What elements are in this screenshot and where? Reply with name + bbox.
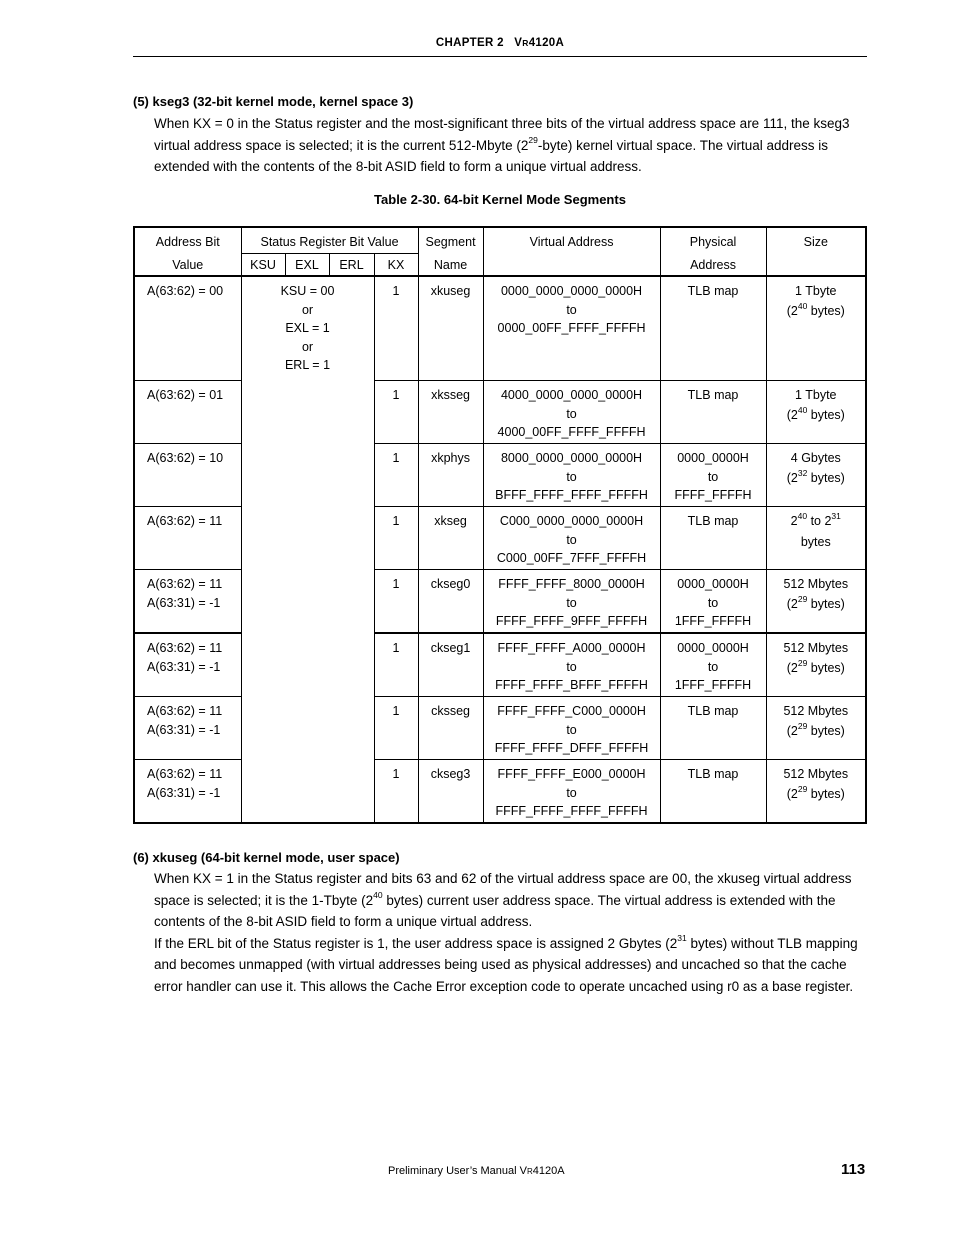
cell-line: KSU = 00: [280, 284, 335, 298]
section-6-paragraph: When KX = 1 in the Status register and bits 63 and 62 of the virtual address space are 00, the xkuseg virtual address space is selected; it is the 1-Tbyte ($2^{40}$ bytes) current user address space. The virtual address is extended with the contents of the 8-bit ASID field to form a unique virtual address. If the ERL bit of the Status register is 1, the user address space is assigned 2 Gbytes ($2^{31}$ bytes) without TLB mapping and becomes unmapped (with virtual addresses being used as physical addresses) and uncached so that the cache error handler can use it. This allows the Cache Error exception code to operate uncached using r0 as a base register.: [154, 871, 858, 994]
virtual-address-cell: [483, 570, 660, 634]
cell-line: TLB map: [687, 514, 739, 528]
table-row: [134, 276, 866, 381]
cell-line: FFFF_FFFF_9FFF_FFFFH: [495, 614, 648, 629]
section-5-paragraph: When KX = 0 in the Status register and the most-significant three bits of the virtual address space are 111, the kseg3 virtual address space is selected; it is the current 512-Mbyte $(2^{29}-byte)$ kernel virtual space. The virtual address is extended with the contents of the 8-bit ASID field to form a unique virtual address.: [154, 116, 850, 174]
size-line: ($2^{29}$ bytes): [786, 593, 845, 611]
virtual-address-cell: [483, 697, 660, 760]
physical-address-cell: [660, 697, 766, 760]
cell-line: FFFF_FFFF_DFFF_FFFFH: [494, 741, 649, 756]
cell-line: TLB map: [687, 767, 739, 781]
cell-line: to: [566, 406, 577, 421]
size-line: 1 Tbyte: [795, 388, 837, 402]
cell-line: C000_0000_0000_0000H: [499, 514, 644, 528]
cell-line: C000_00FF_7FFF_FFFFH: [496, 551, 647, 566]
col-address-bit-2: Value: [134, 254, 241, 277]
virtual-address-cell: [483, 760, 660, 824]
cell-line: to: [566, 532, 577, 547]
cell-line: to: [566, 659, 577, 674]
cell-line: 1FFF_FFFFH: [674, 678, 752, 693]
cell-line: BFFF_FFFF_FFFF_FFFFH: [495, 488, 648, 503]
cell-line: to: [566, 469, 577, 484]
address-bit-cell: [134, 570, 241, 634]
cell-line: A(63:62) = 11: [147, 514, 223, 528]
page-number: 113: [841, 1161, 866, 1178]
col-erl: ERL: [329, 254, 374, 277]
cell-line: 0000_0000_0000_0000H: [500, 284, 643, 298]
col-exl: EXL: [285, 254, 329, 277]
address-bit-cell: [134, 444, 241, 507]
cell-line: A(63:62) = 10: [147, 451, 224, 465]
address-bit-cell: [134, 507, 241, 570]
physical-address-cell: [660, 444, 766, 507]
chapter-label: CHAPTER 2: [435, 37, 504, 49]
cell-line: A(63:62) = 11: [147, 767, 223, 781]
cell-line: or: [301, 302, 314, 317]
size-line: ($2^{32}$ bytes): [786, 467, 845, 485]
physical-address-cell: [660, 633, 766, 697]
cell-line: FFFF_FFFF_E000_0000H: [497, 767, 646, 781]
size-line: ($2^{40}$ bytes): [786, 404, 845, 422]
size-line: 512 Mbytes: [783, 704, 849, 718]
col-kx: KX: [374, 254, 418, 277]
header-divider: [133, 56, 867, 57]
physical-address-cell: [660, 570, 766, 634]
segment-name-cell: ckseg0: [418, 570, 483, 634]
size-line: $2^{40}$ to $2^{31}$: [790, 511, 841, 528]
cell-line: FFFF_FFFF_C000_0000H: [497, 704, 646, 718]
size-cell: [766, 276, 866, 381]
size-cell: [766, 633, 866, 697]
cell-line: EXL = 1: [285, 321, 330, 336]
virtual-address-cell: [483, 444, 660, 507]
cell-line: FFFF_FFFF_BFFF_FFFFH: [495, 678, 648, 693]
cell-line: A(63:62) = 11: [147, 704, 223, 718]
physical-address-cell: [660, 381, 766, 444]
cell-line: to: [707, 469, 719, 484]
size-line: 512 Mbytes: [783, 577, 849, 591]
segment-name-cell: ckseg1: [418, 633, 483, 697]
size-cell: [766, 444, 866, 507]
cell-line: FFFF_FFFF_8000_0000H: [498, 577, 645, 591]
col-segment: Segment: [418, 227, 483, 254]
cell-line: 8000_0000_0000_0000H: [500, 451, 643, 465]
col-status-register: Status Register Bit Value: [241, 227, 418, 254]
cell-line: to: [566, 595, 577, 610]
size-line: bytes: [800, 534, 831, 549]
cell-line: 4000_00FF_FFFF_FFFFH: [497, 425, 646, 440]
cell-line: to: [566, 722, 577, 737]
col-size: Size: [766, 227, 866, 254]
cell-line: 4000_0000_0000_0000H: [500, 388, 643, 402]
size-line: 4 Gbytes: [790, 451, 841, 465]
size-line: ($2^{29}$ bytes): [786, 720, 845, 738]
size-cell: [766, 570, 866, 634]
page-header: [133, 37, 867, 49]
segment-name-cell: xkuseg: [418, 276, 483, 381]
address-bit-cell: [134, 697, 241, 760]
cell-line: 0000_0000H: [677, 451, 749, 465]
cell-line: A(63:62) = 01: [147, 388, 224, 402]
col-physical: Physical: [660, 227, 766, 254]
chip-name: VR4120A: [514, 37, 565, 49]
segment-name-cell: xkphys: [418, 444, 483, 507]
kx-cell: 1: [374, 633, 418, 697]
cell-line: TLB map: [687, 284, 739, 298]
col-virtual-address-2: [483, 254, 660, 277]
cell-line: A(63:31) = -1: [147, 659, 221, 674]
physical-address-cell: [660, 760, 766, 824]
segment-name-cell: xksseg: [418, 381, 483, 444]
cell-line: FFFF_FFFF_A000_0000H: [497, 641, 646, 655]
cell-line: to: [707, 595, 719, 610]
cell-line: FFFF_FFFF_FFFF_FFFFH: [495, 804, 648, 819]
size-cell: [766, 507, 866, 570]
kx-cell: 1: [374, 760, 418, 824]
kx-cell: 1: [374, 444, 418, 507]
kx-cell: 1: [374, 507, 418, 570]
cell-line: A(63:31) = -1: [147, 785, 221, 800]
virtual-address-cell: [483, 276, 660, 381]
cell-line: A(63:62) = 00: [147, 284, 224, 298]
segment-name-cell: cksseg: [418, 697, 483, 760]
physical-address-cell: [660, 507, 766, 570]
cell-line: A(63:31) = -1: [147, 595, 221, 610]
col-ksu: KSU: [241, 254, 285, 277]
manual-id: Preliminary User’s Manual VR4120A: [388, 1165, 565, 1177]
size-line: ($2^{29}$ bytes): [786, 783, 845, 801]
cell-line: or: [301, 339, 314, 354]
cell-line: FFFF_FFFFH: [674, 488, 752, 503]
size-cell: [766, 381, 866, 444]
col-segment-2: Name: [418, 254, 483, 277]
size-cell: [766, 697, 866, 760]
size-line: ($2^{40}$ bytes): [786, 300, 845, 318]
kx-cell: 1: [374, 697, 418, 760]
cell-line: TLB map: [687, 704, 739, 718]
cell-line: TLB map: [687, 388, 739, 402]
col-virtual-address: Virtual Address: [483, 227, 660, 254]
col-address-bit: Address Bit: [134, 227, 241, 254]
segment-name-cell: ckseg3: [418, 760, 483, 824]
cell-line: ERL = 1: [284, 358, 331, 373]
size-line: ($2^{29}$ bytes): [786, 657, 845, 675]
size-line: 1 Tbyte: [795, 284, 837, 298]
cell-line: 0000_00FF_FFFF_FFFFH: [497, 321, 646, 336]
cell-line: 1FFF_FFFFH: [674, 614, 752, 629]
kx-cell: 1: [374, 381, 418, 444]
col-physical-2: Address: [660, 254, 766, 277]
size-line: 512 Mbytes: [783, 641, 849, 655]
kx-cell: 1: [374, 276, 418, 381]
address-bit-cell: [134, 276, 241, 381]
virtual-address-cell: [483, 381, 660, 444]
cell-line: A(63:62) = 11: [147, 577, 223, 591]
virtual-address-cell: [483, 507, 660, 570]
cell-line: 0000_0000H: [677, 577, 749, 591]
cell-line: 0000_0000H: [677, 641, 749, 655]
kernel-segments-table: [133, 226, 867, 824]
kx-cell: 1: [374, 570, 418, 634]
cell-line: to: [707, 659, 719, 674]
cell-line: to: [566, 785, 577, 800]
size-line: 512 Mbytes: [783, 767, 849, 781]
section-6-title: (6) xkuseg (64-bit kernel mode, user space): [133, 850, 400, 865]
col-size-2: [766, 254, 866, 277]
table-title: Table 2-30. 64-bit Kernel Mode Segments: [374, 192, 626, 207]
cell-line: A(63:62) = 11: [147, 641, 223, 655]
physical-address-cell: [660, 276, 766, 381]
address-bit-cell: [134, 633, 241, 697]
virtual-address-cell: [483, 633, 660, 697]
section-5-title: (5) kseg3 (32-bit kernel mode, kernel space 3): [133, 94, 414, 109]
cell-line: to: [566, 302, 577, 317]
segment-name-cell: xkseg: [418, 507, 483, 570]
size-cell: [766, 760, 866, 824]
cell-line: A(63:31) = -1: [147, 722, 221, 737]
address-bit-cell: [134, 760, 241, 824]
address-bit-cell: [134, 381, 241, 444]
status-values-cell: [241, 276, 374, 823]
